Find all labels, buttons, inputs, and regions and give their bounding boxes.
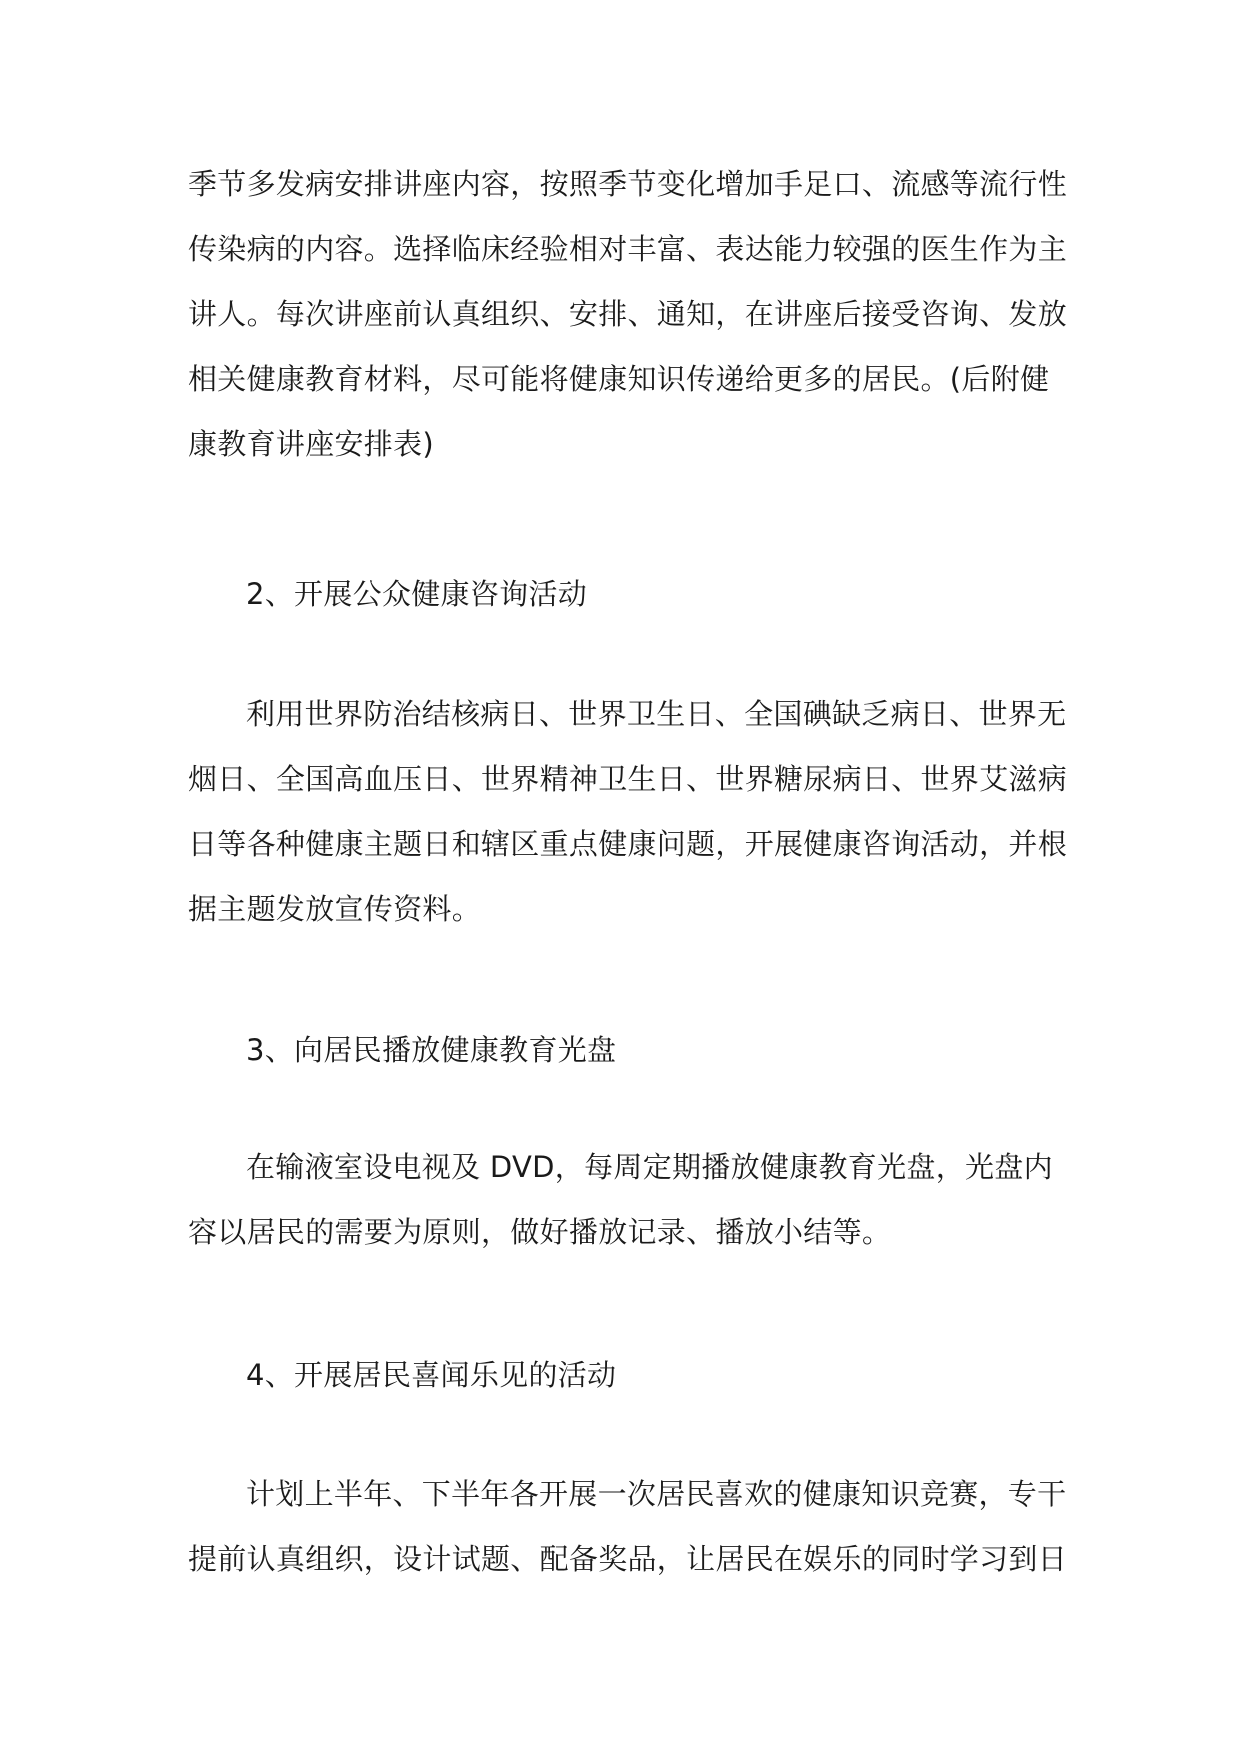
heading-education-disc	[188, 1018, 1068, 1083]
text-line: 相关健康教育材料，尽可能将健康知识传递给更多的居民。(后附健	[188, 362, 1050, 396]
text-line: 康教育讲座安排表)	[188, 427, 435, 461]
text-line: 传染病的内容。选择临床经验相对丰富、表达能力较强的医生作为主	[188, 232, 1068, 266]
paragraph-disc-playback	[188, 1135, 1068, 1265]
text-line: 计划上半年、下半年各开展一次居民喜欢的健康知识竞赛，专干	[246, 1477, 1067, 1511]
section-heading: 3、向居民播放健康教育光盘	[246, 1033, 617, 1067]
text-line: 在输液室设电视及 DVD，每周定期播放健康教育光盘，光盘内	[246, 1150, 1053, 1184]
heading-public-consultation	[188, 562, 1068, 627]
text-line: 烟日、全国高血压日、世界精神卫生日、世界糖尿病日、世界艾滋病	[188, 762, 1068, 796]
text-line: 日等各种健康主题日和辖区重点健康问题，开展健康咨询活动，并根	[188, 827, 1068, 861]
text-line: 利用世界防治结核病日、世界卫生日、全国碘缺乏病日、世界无	[246, 697, 1067, 731]
section-heading: 4、开展居民喜闻乐见的活动	[246, 1358, 617, 1392]
text-line: 提前认真组织，设计试题、配备奖品，让居民在娱乐的同时学习到日	[188, 1542, 1068, 1576]
heading-resident-activities	[188, 1343, 1068, 1408]
section-heading: 2、开展公众健康咨询活动	[246, 577, 588, 611]
text-line: 季节多发病安排讲座内容，按照季节变化增加手足口、流感等流行性	[188, 167, 1068, 201]
text-line: 据主题发放宣传资料。	[188, 892, 482, 926]
paragraph-lecture-content	[188, 152, 1068, 477]
paragraph-knowledge-contest	[188, 1462, 1068, 1592]
text-line: 容以居民的需要为原则，做好播放记录、播放小结等。	[188, 1215, 892, 1249]
text-line: 讲人。每次讲座前认真组织、安排、通知，在讲座后接受咨询、发放	[188, 297, 1068, 331]
paragraph-health-days	[188, 682, 1068, 942]
